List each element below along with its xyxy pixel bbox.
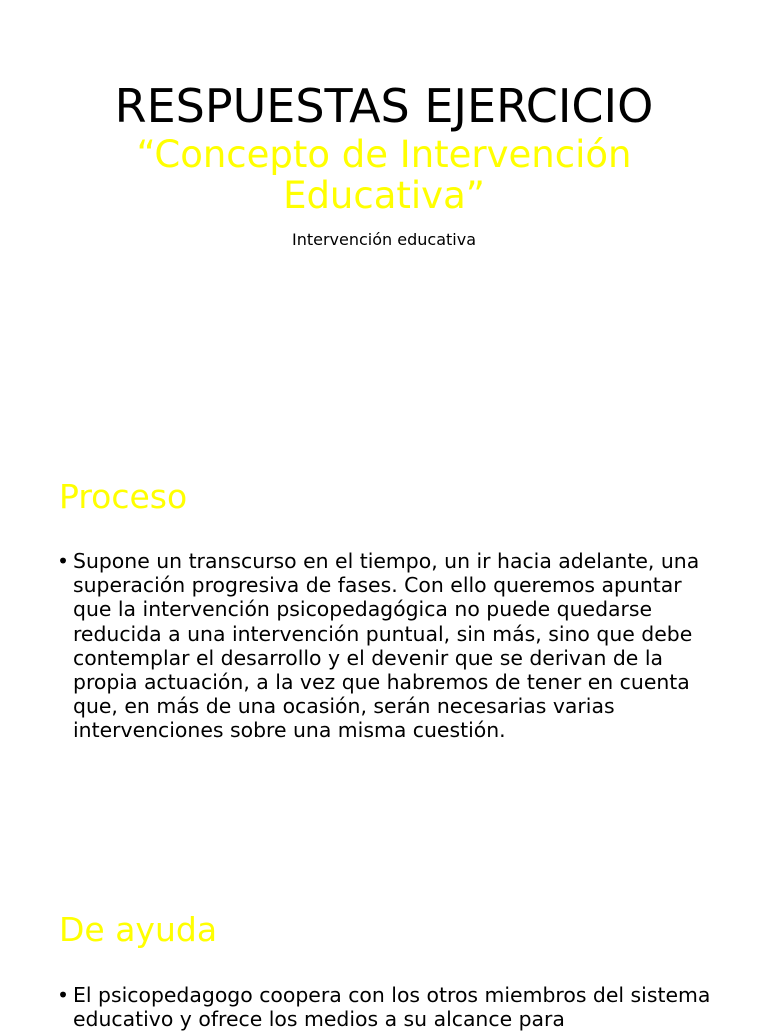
bullet-text: Supone un transcurso en el tiempo, un ir hacia adelante, una superación progresiva de fases. Con ello queremos apuntar que la intervención psicopedagógica no puede quedarse reducida a una intervención puntual, sin más, sino que debe contemplar el desarrollo y el devenir que se derivan de la propia actuación, a la vez que habremos de tener en cuenta que, en más de una ocasión, serán necesarias varias intervenciones sobre una misma cuestión. [73, 549, 700, 743]
title-slide [0, 0, 768, 270]
subtitle [84, 134, 684, 216]
section-heading: De ayuda [59, 910, 218, 949]
list-item [57, 549, 717, 743]
subtitle-line-2: Educativa” [283, 174, 485, 217]
section-heading: Proceso [59, 477, 188, 516]
caption: Intervención educativa [292, 230, 476, 249]
bullet-icon: • [57, 549, 70, 573]
bullet-icon: • [57, 983, 70, 1007]
bullet-list [57, 549, 717, 743]
page-title: RESPUESTAS EJERCICIO [114, 79, 654, 133]
bullet-text: El psicopedagogo coopera con los otros miembros del sistema educativo y ofrece los medios a su alcance para [73, 983, 711, 1031]
subtitle-line-1: “Concepto de Intervención [136, 133, 632, 176]
